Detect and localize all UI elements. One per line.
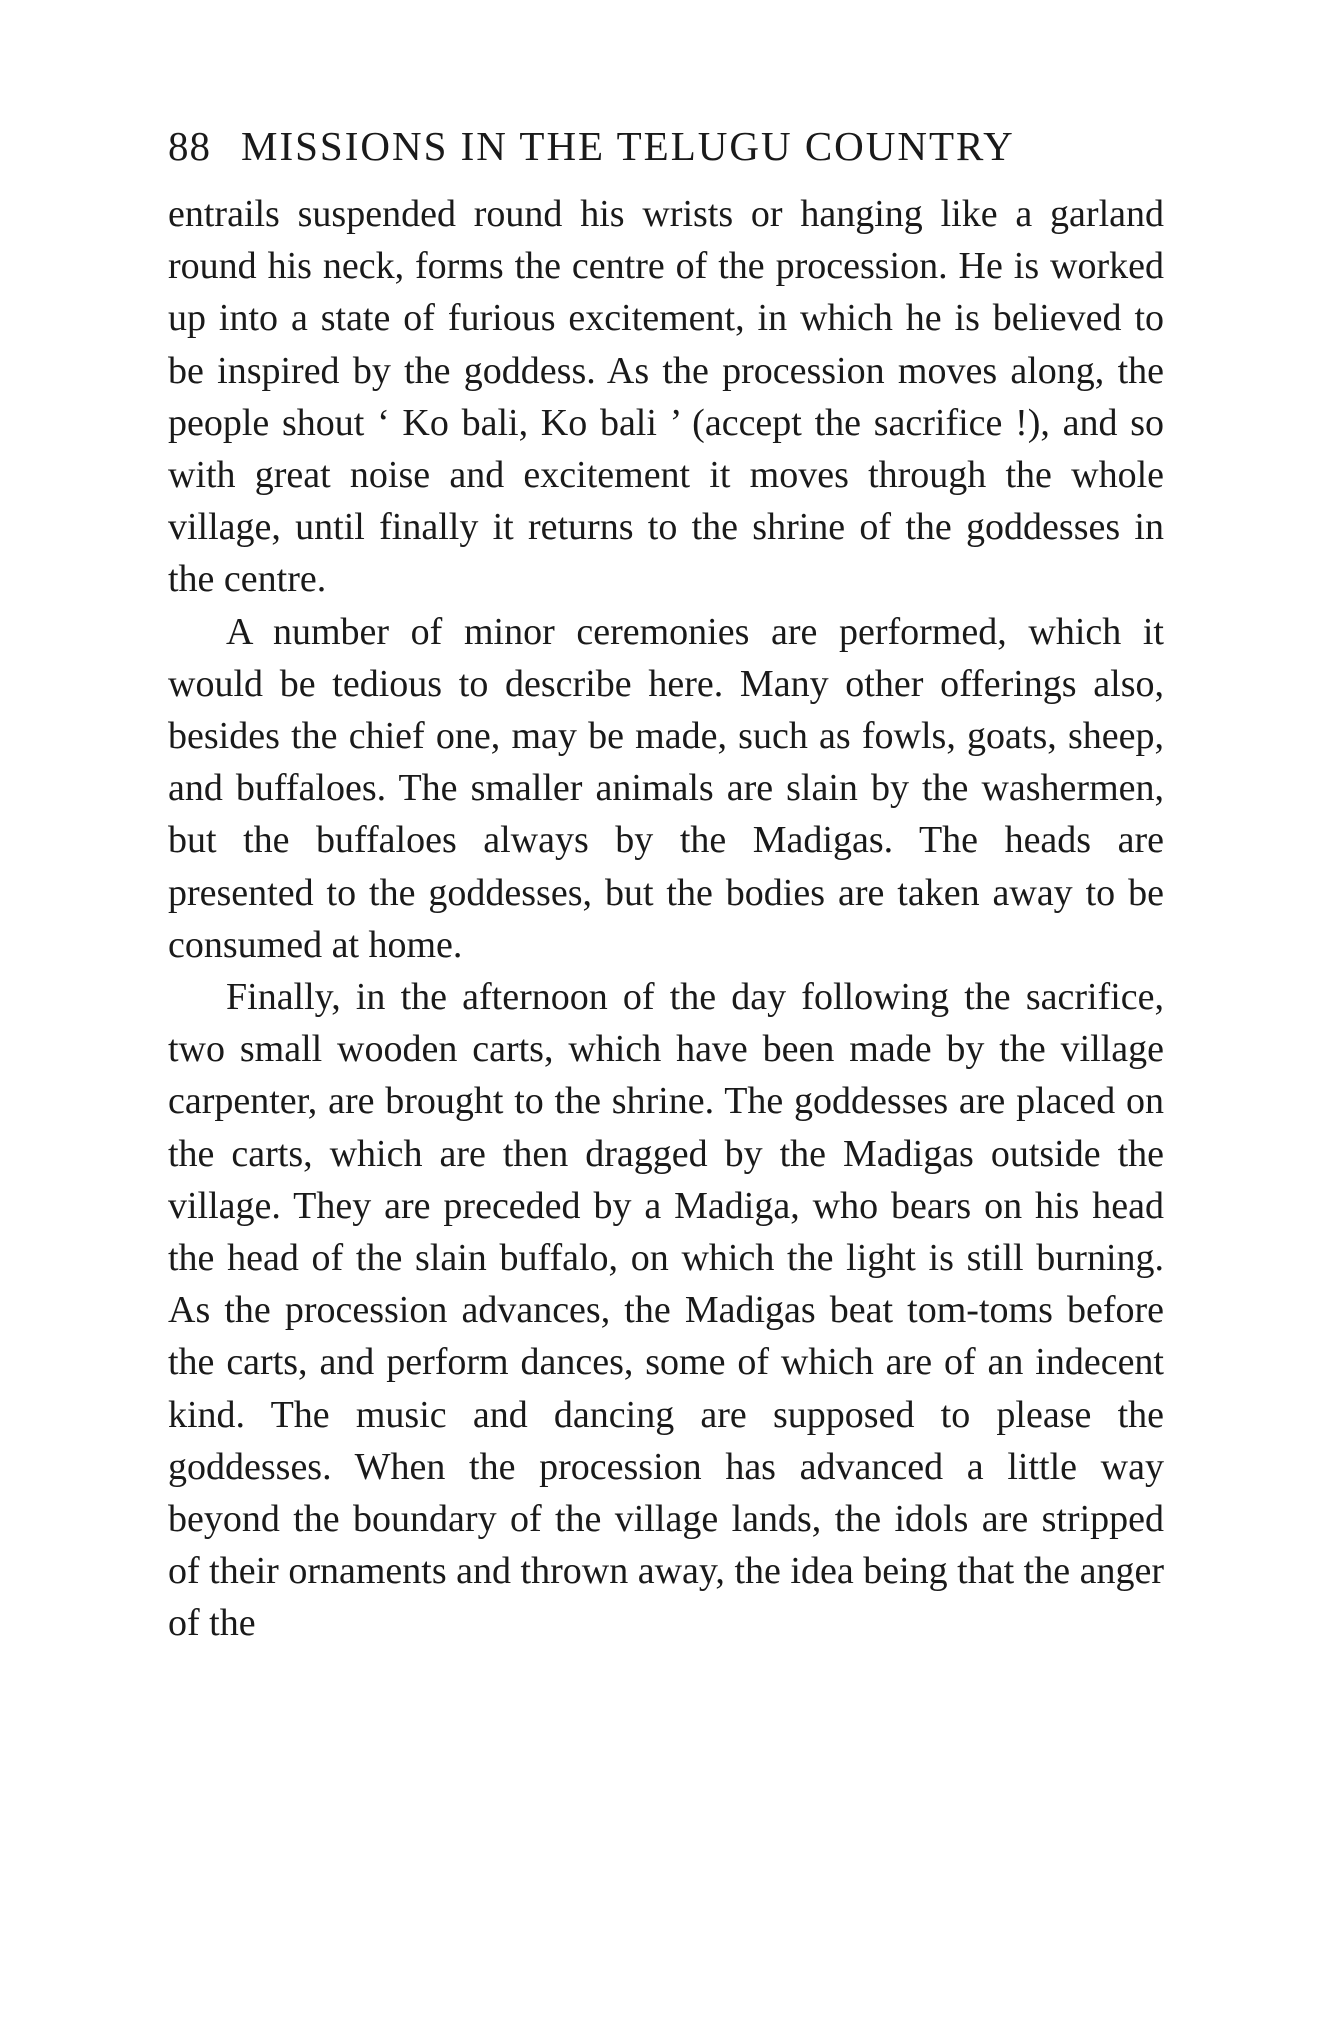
page-number: 88 bbox=[168, 123, 211, 169]
paragraph-carts-procession: Finally, in the afternoon of the day following the sacrifice, two small wooden carts, which have been made by the village carpenter, are brought to the shrine. The goddesses are placed on the carts, which are then dragged by the Madigas outside the village. They are preceded by a Madiga, who bears on his head the head of the slain buffalo, on which the light is still burning. As the procession advances, the Madigas beat tom-toms before the carts, and perform dances, some of which are of an indecent kind. The music and dancing are supposed to please the goddesses. When the procession has advanced a little way beyond the boundary of the village lands, the idols are stripped of their ornaments and thrown away, the idea being that the anger of the bbox=[168, 976, 1164, 1645]
paragraph-continued: entrails suspended round his wrists or hanging like a garland round his neck, forms the centre of the procession. He is worked up into a state of furious excitement, in which he is believed to be inspired by the goddess. As the procession moves along, the people shout ‘ Ko bali, Ko bali ’ (accept the sacrifice !), and so with great noise and excitement it moves through the whole village, until finally it returns to the shrine of the goddesses in the centre. bbox=[168, 193, 1164, 601]
running-title: MISSIONS IN THE TELUGU COUNTRY bbox=[241, 123, 1015, 169]
running-head bbox=[168, 118, 1164, 174]
book-page bbox=[168, 118, 1164, 1650]
paragraph-minor-ceremonies: A number of minor ceremonies are performed, which it would be tedious to describe here. Many other offerings also, besides the chief one, may be made, such as fowls, goats, sheep, and buffaloes. The smaller animals are slain by the washermen, but the buffaloes always by the Madigas. The heads are presented to the goddesses, but the bodies are taken away to be consumed at home. bbox=[168, 610, 1164, 966]
